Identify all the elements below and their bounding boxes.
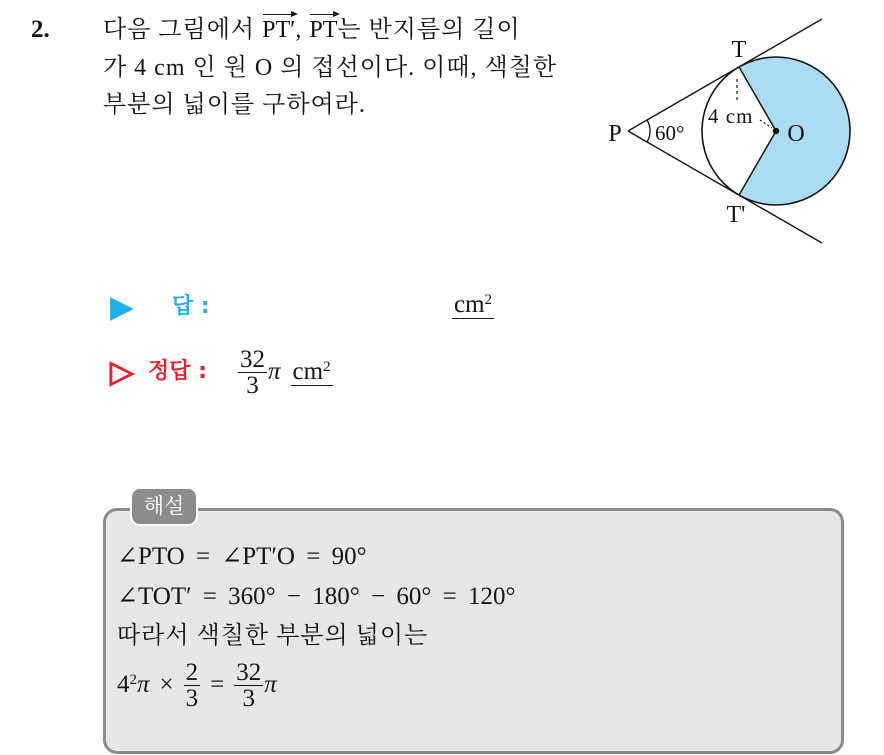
problem-text-segment: 다음 그림에서 [103, 17, 256, 43]
unit-exponent: 2 [323, 358, 331, 375]
power-term [117, 671, 150, 699]
fraction-denominator: 3 [246, 371, 259, 399]
problem-text-line-3: 부분의 넓이를 구하여라. [103, 92, 366, 118]
angle-label: 60° [655, 121, 685, 145]
fraction [238, 347, 267, 398]
explanation-line-3: 따라서 색칠한 부분의 넓이는 [117, 623, 429, 649]
explanation-line-4 [117, 657, 277, 713]
label-o: O [787, 121, 805, 147]
answer-marker-icon: ▶ [110, 289, 134, 325]
pi-symbol: π [137, 671, 150, 698]
times-operator: × [159, 671, 174, 698]
fraction [184, 660, 201, 711]
unit-base: cm [292, 357, 324, 385]
correct-answer-label: 정답 : [148, 359, 207, 384]
vector-arrow [263, 14, 296, 15]
comma: , [295, 17, 303, 43]
correct-answer-unit [291, 359, 333, 386]
center-point-o [773, 128, 779, 134]
tangent-circle-figure [590, 8, 865, 256]
explanation-tab: 해설 [130, 487, 198, 526]
radius-label: 4 cm [708, 104, 754, 128]
vector-arrow [310, 14, 338, 15]
fraction-numerator: 2 [185, 658, 199, 686]
correct-answer-value [238, 346, 333, 398]
angle-arc-p [647, 120, 650, 142]
pi-symbol: π [268, 358, 281, 385]
problem-text-segment: 는 반지름의 길이 [337, 17, 521, 43]
problem-text-line-2: 가 4 cm 인 원 O 의 접선이다. 이때, 색칠한 [103, 55, 558, 81]
equals-operator: = [210, 671, 225, 698]
power-exponent: 2 [129, 671, 137, 688]
unit-base: cm [454, 291, 485, 318]
answer-unit [452, 292, 494, 319]
power-base: 4 [117, 671, 130, 698]
fraction [234, 660, 263, 711]
fraction-denominator: 3 [242, 684, 255, 712]
problem-number: 2. [31, 16, 50, 43]
fraction-numerator: 32 [236, 658, 262, 686]
vector-label: PT [309, 17, 338, 43]
fraction-denominator: 3 [185, 684, 199, 712]
label-t-prime: T' [726, 202, 746, 228]
vector-pt [309, 13, 337, 47]
explanation-line-1: ∠PTO = ∠PT′O = 90° [117, 543, 367, 570]
problem-text-line-1 [103, 13, 521, 47]
pi-symbol: π [264, 671, 277, 698]
correct-answer-marker-icon: ▷ [110, 354, 134, 390]
label-t: T [731, 37, 747, 63]
label-p: P [608, 121, 622, 147]
answer-label: 답 : [172, 294, 210, 319]
unit-exponent: 2 [484, 291, 493, 308]
fraction-numerator: 32 [240, 345, 265, 373]
explanation-line-2: ∠TOT′ = 360° − 180° − 60° = 120° [117, 583, 516, 610]
vector-label: PT′ [262, 17, 296, 43]
vector-pt-prime [262, 13, 295, 47]
